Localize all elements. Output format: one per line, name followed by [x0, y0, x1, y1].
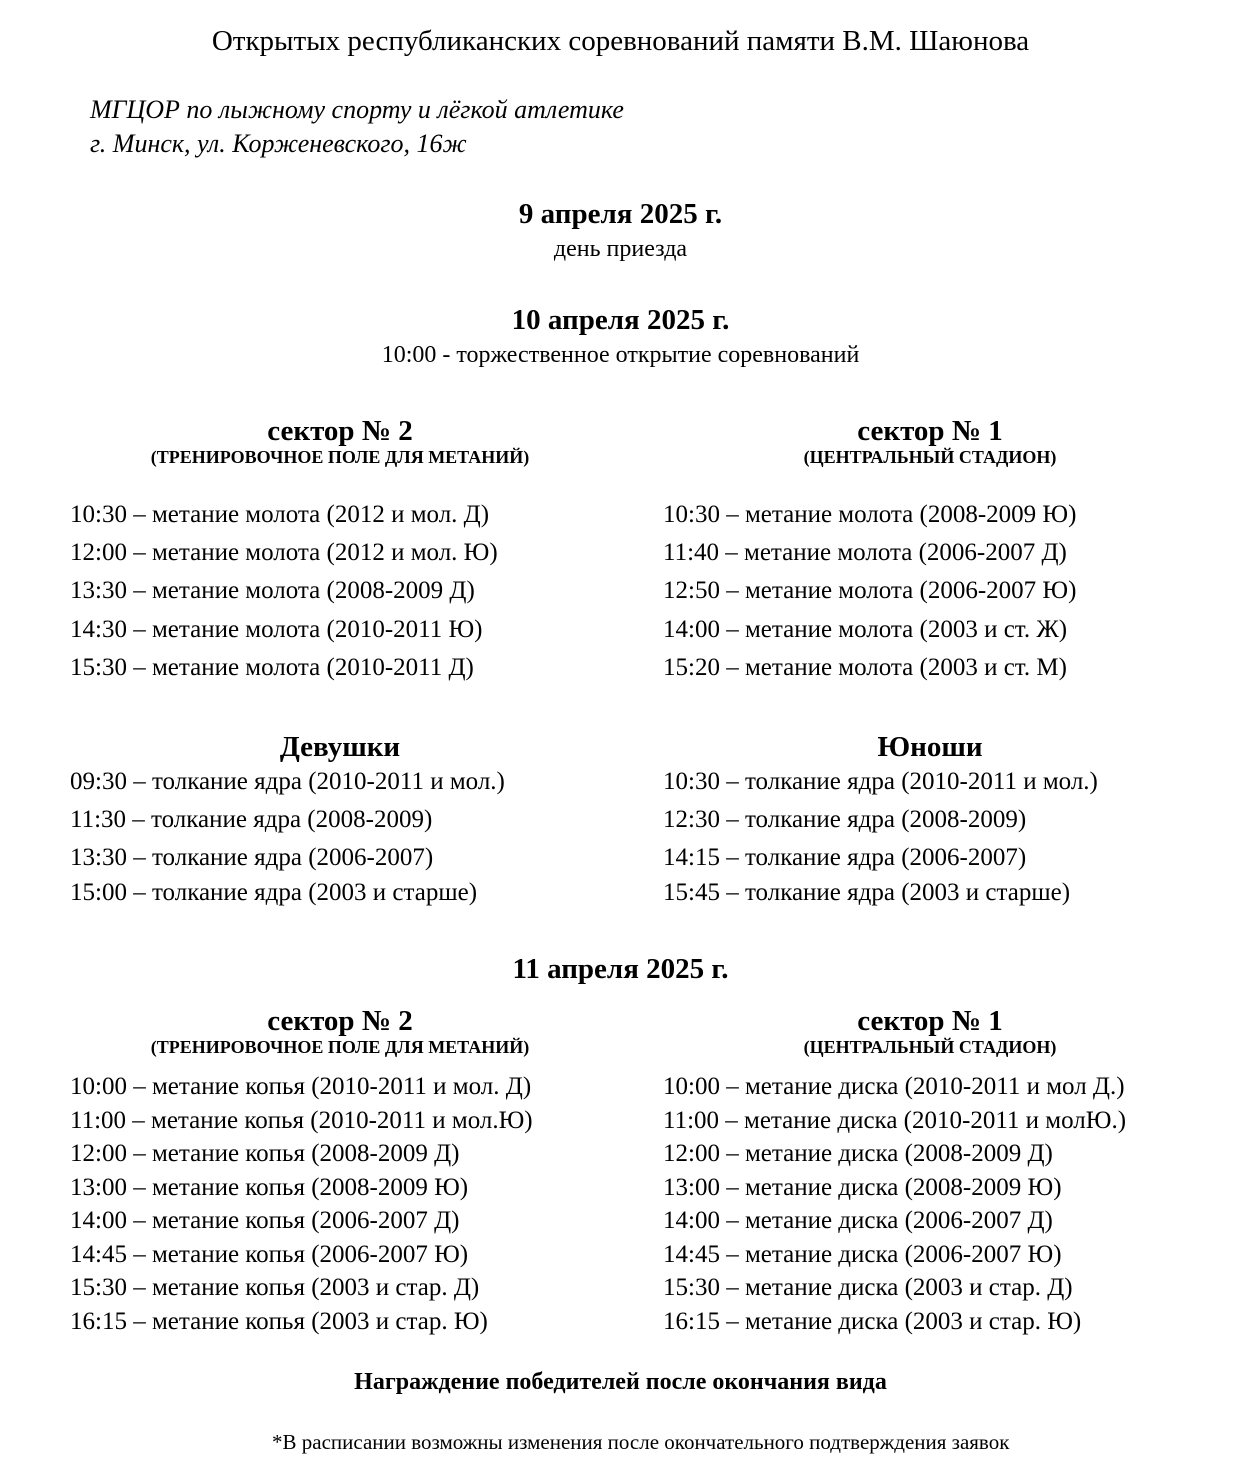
list-item: 15:00 – толкание ядра (2003 и старше): [70, 879, 478, 906]
list-item: 15:30 – метание диска (2003 и стар. Д): [663, 1274, 1073, 1301]
list-item: 11:00 – метание диска (2010-2011 и молЮ.): [663, 1107, 1127, 1134]
list-item: 10:30 – толкание ядра (2010-2011 и мол.): [663, 768, 1098, 795]
list-item: 16:15 – метание диска (2003 и стар. Ю): [663, 1308, 1082, 1335]
list-item: 10:30 – метание молота (2012 и мол. Д): [70, 501, 490, 528]
list-item: 14:30 – метание молота (2010-2011 Ю): [70, 616, 483, 643]
sector-title: сектор № 1: [857, 415, 1003, 447]
day3-sector2-list: [70, 1073, 533, 1342]
day3-date: 11 апреля 2025 г.: [512, 953, 729, 985]
day2-sector2-list: [70, 501, 498, 692]
girls-list: [70, 768, 505, 914]
day3-sector1-list: [663, 1073, 1126, 1342]
venue-address: г. Минск, ул. Корженевского, 16ж: [90, 129, 467, 158]
list-item: 12:30 – толкание ядра (2008-2009): [663, 806, 1027, 833]
day2-sector1-header: [660, 416, 1200, 468]
sector-subtitle: (ЦЕНТРАЛЬНЫЙ СТАДИОН): [803, 447, 1057, 467]
venue-name: МГЦОР по лыжному спорту и лёгкой атлетике: [90, 95, 624, 124]
awards-note: Награждение победителей после окончания вида: [354, 1369, 887, 1395]
sector-title: сектор № 1: [857, 1005, 1003, 1037]
sector-subtitle: (ЦЕНТРАЛЬНЫЙ СТАДИОН): [803, 1037, 1057, 1057]
day3-sector1-header: [660, 1006, 1200, 1058]
sector-subtitle: (ТРЕНИРОВОЧНОЕ ПОЛЕ ДЛЯ МЕТАНИЙ): [150, 447, 530, 467]
boys-list: [663, 768, 1098, 914]
list-item: 10:00 – метание копья (2010-2011 и мол. Д): [70, 1073, 532, 1100]
list-item: 14:15 – толкание ядра (2006-2007): [663, 844, 1027, 871]
list-item: 13:00 – метание диска (2008-2009 Ю): [663, 1174, 1062, 1201]
list-item: 11:00 – метание копья (2010-2011 и мол.Ю): [70, 1107, 533, 1134]
list-item: 12:00 – метание диска (2008-2009 Д): [663, 1140, 1053, 1167]
list-item: 10:00 – метание диска (2010-2011 и мол Д.): [663, 1073, 1125, 1100]
list-item: 14:45 – метание диска (2006-2007 Ю): [663, 1241, 1062, 1268]
day2-sector1-list: [663, 501, 1076, 692]
day2-sector2-header: [70, 416, 610, 468]
list-item: 15:45 – толкание ядра (2003 и старше): [663, 879, 1071, 906]
document-title: Открытых республиканских соревнований памяти В.М. Шаюнова: [211, 25, 1030, 57]
list-item: 12:00 – метание копья (2008-2009 Д): [70, 1140, 460, 1167]
venue-block: [90, 93, 624, 161]
list-item: 12:50 – метание молота (2006-2007 Ю): [663, 577, 1077, 604]
list-item: 14:00 – метание копья (2006-2007 Д): [70, 1207, 460, 1234]
list-item: 12:00 – метание молота (2012 и мол. Ю): [70, 539, 498, 566]
list-item: 14:45 – метание копья (2006-2007 Ю): [70, 1241, 469, 1268]
list-item: 16:15 – метание копья (2003 и стар. Ю): [70, 1308, 488, 1335]
sector-subtitle: (ТРЕНИРОВОЧНОЕ ПОЛЕ ДЛЯ МЕТАНИЙ): [150, 1037, 530, 1057]
list-item: 13:30 – толкание ядра (2006-2007): [70, 844, 434, 871]
list-item: 15:30 – метание копья (2003 и стар. Д): [70, 1274, 480, 1301]
footnote: *В расписании возможны изменения после окончательного подтверждения заявок: [272, 1430, 1010, 1454]
list-item: 11:30 – толкание ядра (2008-2009): [70, 806, 433, 833]
girls-heading: Девушки: [279, 731, 401, 763]
sector-title: сектор № 2: [267, 1005, 413, 1037]
list-item: 13:00 – метание копья (2008-2009 Ю): [70, 1174, 469, 1201]
day1-date: 9 апреля 2025 г.: [518, 198, 723, 230]
day2-note: 10:00 - торжественное открытие соревнований: [381, 342, 860, 368]
list-item: 11:40 – метание молота (2006-2007 Д): [663, 539, 1067, 566]
list-item: 10:30 – метание молота (2008-2009 Ю): [663, 501, 1077, 528]
day1-note: день приезда: [553, 236, 688, 262]
list-item: 15:20 – метание молота (2003 и ст. М): [663, 654, 1067, 681]
sector-title: сектор № 2: [267, 415, 413, 447]
boys-heading: Юноши: [877, 731, 983, 763]
day2-date: 10 апреля 2025 г.: [511, 304, 730, 336]
day3-sector2-header: [70, 1006, 610, 1058]
list-item: 13:30 – метание молота (2008-2009 Д): [70, 577, 475, 604]
list-item: 14:00 – метание диска (2006-2007 Д): [663, 1207, 1053, 1234]
list-item: 14:00 – метание молота (2003 и ст. Ж): [663, 616, 1068, 643]
list-item: 09:30 – толкание ядра (2010-2011 и мол.): [70, 768, 505, 795]
list-item: 15:30 – метание молота (2010-2011 Д): [70, 654, 474, 681]
